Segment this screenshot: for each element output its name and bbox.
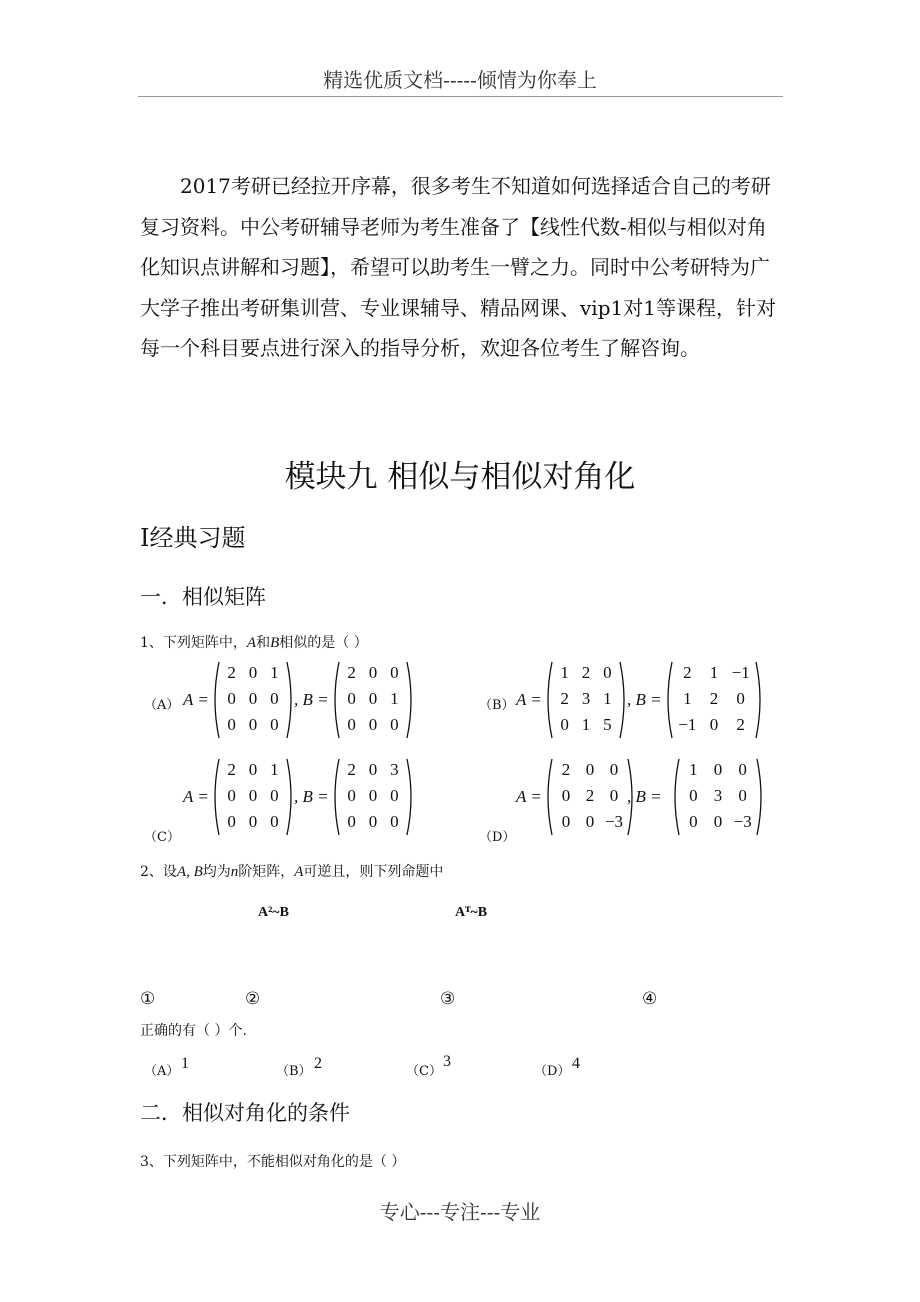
matrix-option-c-A-cell-1-0: 0	[227, 786, 236, 805]
matrix-option-d-A-cell-2-0: 0	[561, 812, 571, 831]
matrix-option-c-B-cell-0-0: 2	[347, 760, 356, 779]
matrix-option-d-B-cell-0-0: 1	[689, 760, 698, 779]
matrix-option-d-A-cell-0-1: 0	[585, 760, 595, 779]
q1-option-d-label: （D）	[479, 830, 516, 845]
matrix-option-d-B-cell-0-1: 0	[713, 760, 723, 779]
matrix-option-a-A-cell-2-1: 0	[248, 715, 258, 734]
matrix-option-c-B-cell-2-1: 0	[368, 812, 378, 831]
matrix-option-b-B-cell-0-0: 2	[683, 663, 692, 682]
matrix-option-c-B-cell-1-2: 0	[390, 786, 399, 805]
matrix-option-c-A	[211, 757, 295, 837]
header-rule	[138, 96, 783, 97]
q2-answer-c-label: （C）	[406, 1064, 442, 1079]
matrix-option-c-B-cell-2-0: 0	[347, 812, 356, 831]
matrix-option-a-A-cell-0-1: 0	[248, 663, 258, 682]
q1-option-c-sep: , B =	[294, 787, 329, 806]
matrix-option-c-B-cell-1-1: 0	[368, 786, 378, 805]
matrix-option-b-B-cell-0-2: −1	[731, 663, 750, 682]
matrix-option-c-B-cell-0-2: 3	[390, 760, 399, 779]
matrix-option-a-A-right-paren	[287, 662, 291, 738]
matrix-option-c-B-right-paren	[407, 759, 411, 835]
matrix-option-b-A-cell-2-2: 5	[603, 715, 612, 734]
matrix-option-d-B-right-paren	[757, 759, 761, 835]
matrix-option-d-A-cell-0-0: 2	[561, 760, 571, 779]
q2-answer-d-label: （D）	[534, 1064, 571, 1079]
q2-var-a: A	[294, 864, 304, 880]
matrix-option-b-A	[544, 660, 628, 740]
matrix-option-c-A-cell-0-1: 0	[248, 760, 258, 779]
matrix-option-d-B-cell-2-0: 0	[689, 812, 698, 831]
q2-count-line: 正确的有（ ）个.	[140, 1023, 247, 1039]
module-title: 模块九 相似与相似对角化	[284, 459, 636, 495]
matrix-option-d-B-cell-1-1: 3	[713, 786, 723, 805]
q1-option-a-lhs: A =	[183, 690, 209, 709]
q1-option-d-sep: , B =	[627, 787, 662, 806]
matrix-option-d-A-cell-2-2: −3	[604, 812, 624, 831]
matrix-option-a-A	[211, 660, 295, 740]
q1-option-a-sep: , B =	[294, 690, 329, 709]
q1-option-c-lhs: A =	[183, 787, 209, 806]
matrix-option-c-A-cell-2-0: 0	[227, 812, 236, 831]
q1-var-a: A	[246, 635, 257, 651]
matrix-option-c-A-cell-0-0: 2	[227, 760, 236, 779]
matrix-option-c-A-cell-2-2: 0	[270, 812, 279, 831]
matrix-option-d-A	[544, 757, 636, 837]
matrix-option-c-A-cell-1-2: 0	[270, 786, 279, 805]
matrix-option-b-B-cell-2-2: 2	[736, 715, 745, 734]
matrix-option-b-A-cell-1-1: 3	[581, 689, 591, 708]
matrix-option-b-A-left-paren	[548, 662, 552, 738]
matrix-option-d-B-cell-1-0: 0	[689, 786, 698, 805]
matrix-option-b-B-cell-2-1: 0	[709, 715, 719, 734]
matrix-option-c-A-left-paren	[215, 759, 219, 835]
matrix-option-b-B-cell-1-0: 1	[683, 689, 692, 708]
matrix-option-d-A-cell-0-2: 0	[609, 760, 619, 779]
matrix-option-a-A-cell-0-0: 2	[227, 663, 236, 682]
matrix-option-d-B-cell-2-2: −3	[733, 812, 752, 831]
matrix-option-a-A-cell-1-2: 0	[270, 689, 279, 708]
q2-mid: 均为	[202, 864, 231, 880]
q1-var-b: B	[270, 635, 280, 651]
matrix-option-a-A-cell-1-1: 0	[248, 689, 258, 708]
matrix-option-a-B-cell-0-2: 0	[390, 663, 399, 682]
matrix-option-d-B-cell-0-2: 0	[738, 760, 747, 779]
matrix-option-a-B-cell-2-1: 0	[368, 715, 378, 734]
matrix-option-b-A-cell-0-2: 0	[603, 663, 612, 682]
matrix-option-b-A-cell-1-2: 1	[603, 689, 612, 708]
matrix-option-b-B-cell-0-1: 1	[709, 663, 719, 682]
q2-marker-2: ②	[245, 989, 261, 1009]
matrix-option-a-A-cell-2-0: 0	[227, 715, 236, 734]
matrix-option-a-A-cell-2-2: 0	[270, 715, 279, 734]
q1-option-d-lhs: A =	[516, 787, 542, 806]
q2-answer-a-value: 1	[181, 1055, 189, 1072]
matrix-option-a-B-cell-0-1: 0	[368, 663, 378, 682]
matrix-option-a-A-cell-0-2: 1	[270, 663, 279, 682]
matrix-option-b-A-right-paren	[620, 662, 624, 738]
matrix-option-d-B-cell-1-2: 0	[738, 786, 747, 805]
matrix-option-a-B-cell-0-0: 2	[347, 663, 356, 682]
q2-prefix: 2、设	[140, 864, 177, 880]
matrix-option-d-A-cell-1-2: 0	[609, 786, 619, 805]
matrix-option-c-B	[331, 757, 415, 837]
matrix-option-c-A-right-paren	[287, 759, 291, 835]
matrix-option-b-B	[664, 660, 764, 740]
matrix-option-c-A-cell-0-2: 1	[270, 760, 279, 779]
q2-answer-d-value: 4	[572, 1055, 580, 1072]
section-heading: Ⅰ经典习题	[140, 524, 246, 552]
matrix-option-b-B-right-paren	[756, 662, 760, 738]
matrix-option-b-B-left-paren	[668, 662, 672, 738]
matrix-option-b-A-cell-1-0: 2	[560, 689, 569, 708]
q1-option-c-label: （C）	[144, 830, 180, 845]
matrix-option-c-A-cell-2-1: 0	[248, 812, 258, 831]
q1-prefix: 1、下列矩阵中，	[140, 635, 247, 651]
matrix-option-d-A-cell-2-1: 0	[585, 812, 595, 831]
matrix-option-c-B-left-paren	[335, 759, 339, 835]
q2-answer-b-value: 2	[314, 1055, 322, 1072]
matrix-option-b-A-cell-2-0: 0	[560, 715, 569, 734]
q1-suffix: 相似的是（ ）	[279, 635, 368, 651]
matrix-option-d-A-left-paren	[548, 759, 552, 835]
matrix-option-c-B-cell-1-0: 0	[347, 786, 356, 805]
matrix-option-a-B-cell-2-0: 0	[347, 715, 356, 734]
matrix-option-a-B-cell-2-2: 0	[390, 715, 399, 734]
q2-marker-4: ④	[642, 989, 658, 1009]
matrix-option-d-A-cell-1-1: 2	[585, 786, 595, 805]
matrix-option-b-B-cell-1-2: 0	[736, 689, 745, 708]
q2-suffix: 可逆且，则下列命题中	[303, 864, 444, 880]
q2-answer-c-value: 3	[443, 1053, 451, 1070]
question-3-stem: 3、下列矩阵中，不能相似对角化的是（ ）	[140, 1154, 406, 1170]
matrix-option-b-B-cell-1-1: 2	[709, 689, 719, 708]
q2-marker-3: ③	[440, 989, 456, 1009]
matrix-option-a-B-cell-1-2: 1	[390, 689, 399, 708]
matrix-option-a-B	[331, 660, 415, 740]
matrix-option-b-A-cell-0-0: 1	[560, 663, 569, 682]
q1-and: 和	[256, 635, 271, 651]
matrix-option-d-A-cell-1-0: 0	[561, 786, 571, 805]
matrix-option-a-B-left-paren	[335, 662, 339, 738]
matrix-option-b-B-cell-2-0: −1	[678, 715, 697, 734]
q2-var-n: n	[230, 864, 239, 880]
matrix-option-d-B-left-paren	[675, 759, 679, 835]
matrix-option-a-B-cell-1-1: 0	[368, 689, 378, 708]
question-1-stem	[140, 632, 368, 652]
q2-mid2: 阶矩阵，	[238, 864, 295, 880]
q1-option-b-sep: , B =	[627, 690, 662, 709]
q2-answer-b-label: （B）	[276, 1064, 312, 1079]
matrix-option-c-B-cell-2-2: 0	[390, 812, 399, 831]
matrix-option-c-B-cell-0-1: 0	[368, 760, 378, 779]
q2-answer-a-label: （A）	[144, 1064, 180, 1079]
matrix-option-b-A-cell-2-1: 1	[581, 715, 591, 734]
matrix-option-b-A-cell-0-1: 2	[581, 663, 591, 682]
matrix-option-a-A-left-paren	[215, 662, 219, 738]
matrix-option-d-A-right-paren	[628, 759, 632, 835]
matrix-option-a-B-right-paren	[407, 662, 411, 738]
subsection-heading-diagonalization: 二．相似对角化的条件	[140, 1101, 350, 1125]
intro-block	[140, 166, 780, 369]
page-footer: 专心---专注---专业	[379, 1200, 541, 1224]
matrix-option-c-A-cell-1-1: 0	[248, 786, 258, 805]
matrix-option-d-B-cell-2-1: 0	[713, 812, 723, 831]
q1-option-b-label: （B）	[479, 698, 515, 713]
subsection-heading-similar-matrices: 一．相似矩阵	[140, 585, 266, 609]
q2-formula-1: A²~B	[258, 905, 289, 920]
matrix-option-d-B	[671, 757, 765, 837]
page-header: 精选优质文档-----倾情为你奉上	[323, 68, 597, 92]
q2-formula-2: Aᵀ~B	[455, 905, 488, 920]
q1-option-b-lhs: A =	[516, 690, 542, 709]
matrix-option-a-A-cell-1-0: 0	[227, 689, 236, 708]
question-2-stem	[140, 861, 443, 881]
q1-option-a-label: （A）	[144, 698, 180, 713]
intro-paragraph: 2017考研已经拉开序幕，很多考生不知道如何选择适合自己的考研复习资料。中公考研辅导老师为考生准备了【线性代数-相似与相似对角化知识点讲解和习题】，希望可以助考生一臂之力。同时中公考研特为广大学子推出考研集训营、专业课辅导、精品网课、vip1对1等课程，针对每一个科目要点进行深入的指导分析，欢迎各位考生了解咨询。	[140, 174, 776, 360]
q2-marker-1: ①	[140, 989, 156, 1009]
q2-vars: A, B	[176, 864, 203, 880]
matrix-option-a-B-cell-1-0: 0	[347, 689, 356, 708]
